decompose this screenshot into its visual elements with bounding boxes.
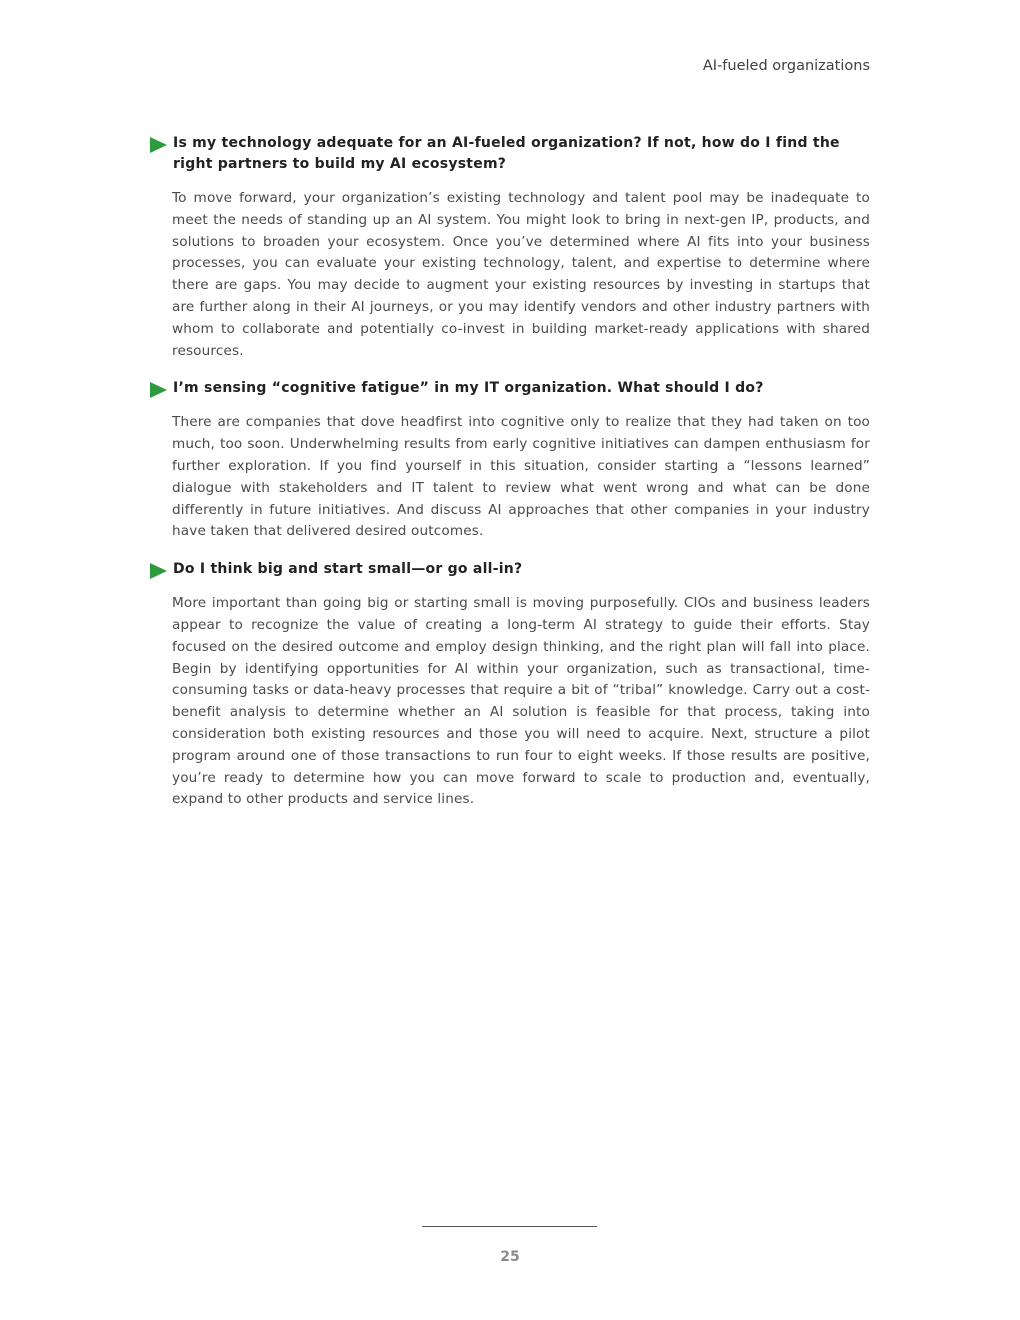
faq-content	[150, 133, 870, 827]
faq-item	[150, 133, 870, 362]
faq-question: I’m sensing “cognitive fatigue” in my IT organization. What should I do?	[173, 380, 764, 397]
faq-item	[150, 559, 870, 811]
faq-question-row	[150, 133, 870, 175]
faq-question-row	[150, 378, 870, 399]
faq-answer: More important than going big or starting small is moving purposefully. CIOs and business leaders appear to recognize the value of creating a long-term AI strategy to guide their efforts. Stay focused on the desired outcome and employ design thinking, and the right plan will fall into place. Begin by identifying opportunities for AI within your organization, such as transactional, time-consuming tasks or data-heavy processes that require a bit of “tribal” knowledge. Carry out a cost-benefit analysis to determine whether an AI solution is feasible for that process, taking into consideration both existing resources and those you will need to acquire. Next, structure a pilot program around one of those transactions to run four to eight weeks. If those results are positive, you’re ready to determine how you can move forward to scale to production and, eventually, expand to other products and service lines.	[172, 595, 870, 808]
page-number: 25	[500, 1249, 520, 1265]
faq-answer: To move forward, your organization’s existing technology and talent pool may be inadequate to meet the needs of standing up an AI system. You might look to bring in next-gen IP, products, and solutions to broaden your ecosystem. Once you’ve determined where AI fits into your business processes, you can evaluate your existing technology, talent, and expertise to determine where there are gaps. You may decide to augment your existing resources by investing in startups that are further along in their AI journeys, or you may identify vendors and other industry partners with whom to collaborate and potentially co-invest in building market-ready applications with shared resources.	[172, 190, 870, 359]
triangle-arrow-icon	[150, 563, 167, 579]
faq-item	[150, 378, 870, 543]
faq-question: Do I think big and start small—or go all-in?	[173, 561, 523, 578]
footer-divider	[422, 1226, 597, 1227]
faq-answer: There are companies that dove headfirst into cognitive only to realize that they had taken on too much, too soon. Underwhelming results from early cognitive initiatives can dampen enthusiasm for further exploration. If you find yourself in this situation, consider starting a “lessons learned” dialogue with stakeholders and IT talent to review what went wrong and what can be done differently in future initiatives. And discuss AI approaches that other companies in your industry have taken that delivered desired outcomes.	[172, 414, 870, 540]
triangle-arrow-icon	[150, 137, 167, 153]
triangle-arrow-icon	[150, 382, 167, 398]
faq-question-row	[150, 559, 870, 580]
faq-question: Is my technology adequate for an AI-fueled organization? If not, how do I find the right partners to build my AI ecosystem?	[173, 135, 840, 172]
running-header: AI-fueled organizations	[702, 58, 870, 74]
